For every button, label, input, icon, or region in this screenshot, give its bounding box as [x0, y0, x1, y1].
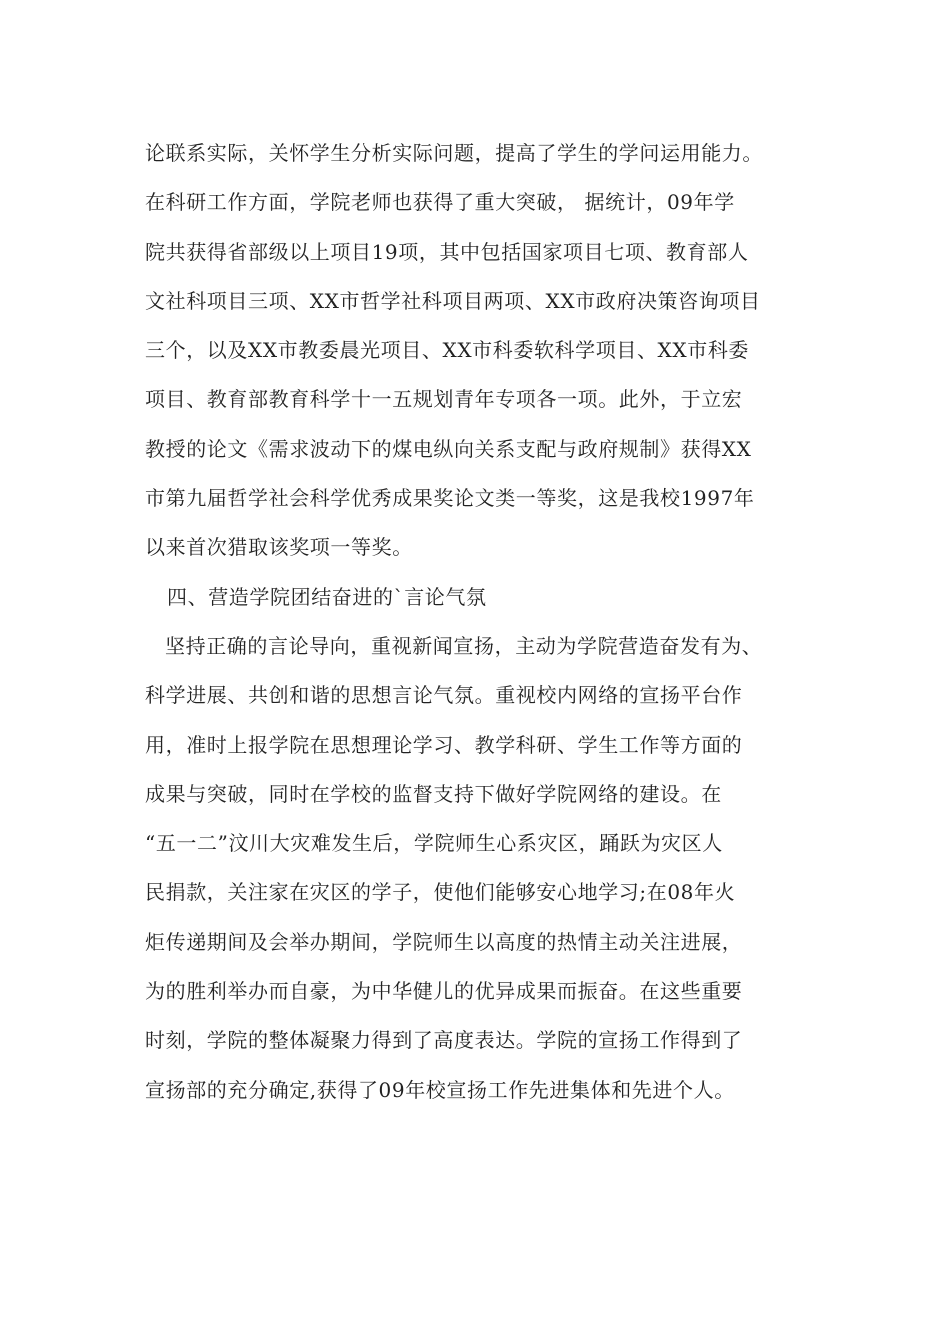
paragraph-first-line: 坚持正确的言论导向，重视新闻宣扬，主动为学院营造奋发有为、 — [165, 633, 763, 658]
body-line: “五一二”汶川大灾难发生后，学院师生心系灾区，踊跃为灾区人 — [145, 831, 723, 856]
body-line: 院共获得省部级以上项目19项，其中包括国家项目七项、教育部人 — [145, 239, 749, 264]
body-line: 三个，以及XX市教委晨光项目、XX市科委软科学项目、XX市科委 — [145, 338, 750, 363]
body-line: 用，准时上报学院在思想理论学习、教学科研、学生工作等方面的 — [145, 732, 743, 757]
body-line: 时刻，学院的整体凝聚力得到了高度表达。学院的宣扬工作得到了 — [145, 1028, 743, 1053]
body-line: 市第九届哲学社会科学优秀成果奖论文类一等奖，这是我校1997年 — [145, 486, 755, 511]
body-line: 为的胜利举办而自豪，为中华健儿的优异成果而振奋。在这些重要 — [145, 979, 743, 1004]
body-line: 文社科项目三项、XX市哲学社科项目两项、XX市政府决策咨询项目 — [145, 288, 761, 313]
document-body — [145, 129, 825, 1115]
body-line: 以来首次猎取该奖项一等奖。 — [145, 535, 413, 560]
body-line: 科学进展、共创和谐的思想言论气氛。重视校内网络的宣扬平台作 — [145, 683, 743, 708]
body-line: 教授的论文《需求波动下的煤电纵向关系支配与政府规制》获得XX — [145, 436, 752, 461]
body-line: 论联系实际，关怀学生分析实际问题，提高了学生的学问运用能力。 — [145, 141, 763, 165]
body-line: 在科研工作方面，学院老师也获得了重大突破， 据统计，09年学 — [145, 190, 735, 215]
body-line: 民捐款，关注家在灾区的学子，使他们能够安心地学习;在08年火 — [145, 880, 736, 905]
body-line: 成果与突破，同时在学校的监督支持下做好学院网络的建设。在 — [145, 781, 722, 806]
body-line: 项目、教育部教育科学十一五规划青年专项各一项。此外，于立宏 — [145, 387, 743, 412]
body-line: 宣扬部的充分确定,获得了09年校宣扬工作先进集体和先进个人。 — [145, 1077, 735, 1102]
section-heading: 四、营造学院团结奋进的`言论气氛 — [167, 584, 487, 609]
body-line: 炬传递期间及会举办期间，学院师生以高度的热情主动关注进展， — [145, 929, 743, 954]
